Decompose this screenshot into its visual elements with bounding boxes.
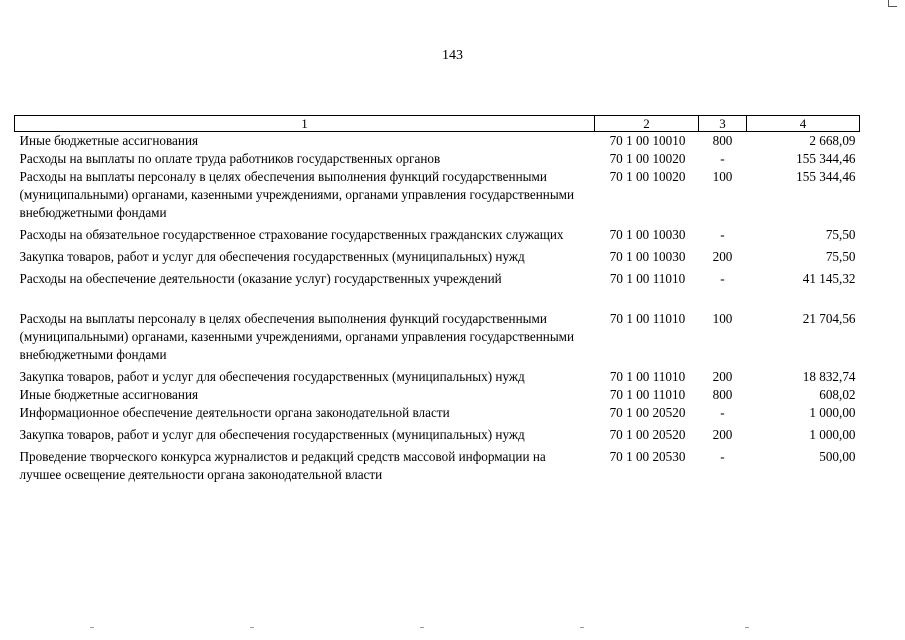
row-type: - [720,227,725,242]
row-name: Иные бюджетные ассигнования [19,133,199,148]
row-code: 70 1 00 10020 [609,151,686,166]
row-type: 800 [712,133,733,148]
budget-table [14,115,860,484]
row-name: Расходы на выплаты персоналу в целях обеспечения выполнения функций государственными (муниципальными) органами, казенными учреждениями, органами управления государственными внебюджетными фондами [19,311,575,362]
row-code: 70 1 00 10020 [609,169,686,184]
row-amount: 75,50 [825,227,856,242]
header-col-3: 3 [699,116,747,132]
row-amount: 1 000,00 [809,427,856,442]
row-amount: 2 668,09 [809,133,856,148]
row-amount: 18 832,74 [802,369,856,384]
page-number: 143 [442,48,463,63]
row-type: 200 [712,249,733,264]
row-name: Расходы на выплаты персоналу в целях обеспечения выполнения функций государственными (муниципальными) органами, казенными учреждениями, органами управления государственными внебюджетными фондами [19,169,575,220]
row-code: 70 1 00 11010 [609,311,686,326]
row-name: Иные бюджетные ассигнования [19,387,199,402]
row-type: - [720,449,725,464]
row-name: Закупка товаров, работ и услуг для обеспечения государственных (муниципальных) нужд [19,427,525,442]
row-code: 70 1 00 10010 [609,133,686,148]
table-row [15,168,860,222]
table-row [15,244,860,266]
table-row [15,222,860,244]
row-name: Расходы на обеспечение деятельности (оказание услуг) государственных учреждений [19,271,502,286]
row-name: Проведение творческого конкурса журналистов и редакций средств массовой информации на лучшее освещение деятельности органа законодательной власти [19,449,546,482]
row-type: 800 [712,387,733,402]
row-name: Закупка товаров, работ и услуг для обеспечения государственных (муниципальных) нужд [19,249,525,264]
row-code: 70 1 00 11010 [609,387,686,402]
table-row [15,422,860,444]
row-type: 200 [712,427,733,442]
header-col-2: 2 [595,116,699,132]
row-amount: 1 000,00 [809,405,856,420]
row-amount: 155 344,46 [796,169,856,184]
row-type: - [720,151,725,166]
corner-mark [888,0,897,7]
row-name: Расходы на обязательное государственное страхование государственных гражданских служащих [19,227,564,242]
table-row [15,132,860,151]
row-amount: 41 145,32 [802,271,856,286]
row-type: 100 [712,169,733,184]
row-code: 70 1 00 20520 [609,427,686,442]
row-amount: 21 704,56 [802,311,856,326]
table-row [15,364,860,386]
header-col-1: 1 [15,116,595,132]
row-amount: 75,50 [825,249,856,264]
table-header-row [15,116,860,132]
row-code: 70 1 00 20530 [609,449,686,464]
table-row [15,150,860,168]
table-row [15,404,860,422]
row-amount: 608,02 [819,387,856,402]
row-name: Расходы на выплаты по оплате труда работников государственных органов [19,151,441,166]
table-row [15,444,860,484]
row-name: Информационное обеспечение деятельности органа законодательной власти [19,405,450,420]
row-amount: 500,00 [819,449,856,464]
row-type: 100 [712,311,733,326]
table-row [15,288,860,364]
row-code: 70 1 00 11010 [609,271,686,286]
row-name: Закупка товаров, работ и услуг для обеспечения государственных (муниципальных) нужд [19,369,525,384]
table-row [15,266,860,288]
header-col-4: 4 [747,116,860,132]
row-amount: 155 344,46 [796,151,856,166]
table-row [15,386,860,404]
row-type: - [720,405,725,420]
row-code: 70 1 00 20520 [609,405,686,420]
row-code: 70 1 00 10030 [609,249,686,264]
row-code: 70 1 00 11010 [609,369,686,384]
row-code: 70 1 00 10030 [609,227,686,242]
row-type: 200 [712,369,733,384]
row-type: - [720,271,725,286]
